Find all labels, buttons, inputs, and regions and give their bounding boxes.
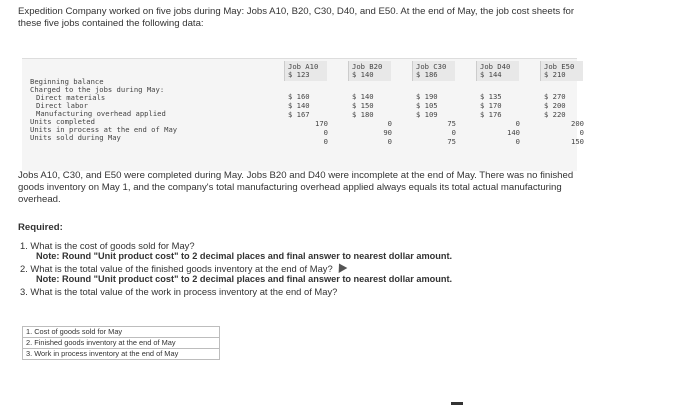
row-label-dl: Direct labor xyxy=(36,101,88,110)
direct-labor: $ 200 xyxy=(544,101,566,110)
units-in-process: 90 xyxy=(383,128,392,137)
units-sold: 75 xyxy=(447,137,456,146)
answer-row-1[interactable]: 1. Cost of goods sold for May xyxy=(23,327,219,338)
page-marker xyxy=(451,402,463,405)
units-in-process: 140 xyxy=(507,128,520,137)
mouse-cursor-icon xyxy=(335,261,348,273)
units-completed: 75 xyxy=(447,119,456,128)
units-in-process: 0 xyxy=(451,128,456,137)
beginning-balance: $ 144 xyxy=(480,70,502,79)
row-label-in-process: Units in process at the end of May xyxy=(30,125,178,134)
row-label-completed: Units completed xyxy=(30,117,95,126)
beginning-balance: $ 123 xyxy=(288,70,310,79)
direct-labor: $ 170 xyxy=(480,101,502,110)
beginning-balance: $ 210 xyxy=(544,70,566,79)
overhead-applied: $ 180 xyxy=(352,110,374,119)
job-name: Job D40 xyxy=(480,62,511,71)
question-1: 1. What is the cost of goods sold for May? xyxy=(20,240,195,251)
paragraph-line-3: overhead. xyxy=(18,194,61,205)
job-name: Job B20 xyxy=(352,62,383,71)
answer-row-3[interactable]: 3. Work in process inventory at the end of May xyxy=(26,349,179,358)
paragraph-line-1: Jobs A10, C30, and E50 were completed during May. Jobs B20 and D40 were incomplete at the end of May. There was no finished xyxy=(18,170,574,181)
problem-intro xyxy=(18,6,678,30)
units-sold: 0 xyxy=(515,137,520,146)
job-name: Job A10 xyxy=(288,62,319,71)
overhead-applied: $ 220 xyxy=(544,110,566,119)
completion-paragraph xyxy=(18,170,678,206)
units-completed: 170 xyxy=(315,119,328,128)
row-label-beginning: Beginning balance xyxy=(30,77,104,86)
question-3: 3. What is the total value of the work in process inventory at the end of May? xyxy=(20,286,338,297)
job-name: Job E50 xyxy=(544,62,575,71)
direct-materials: $ 270 xyxy=(544,92,566,101)
direct-labor: $ 140 xyxy=(288,101,310,110)
units-sold: 0 xyxy=(387,137,392,146)
row-label-moh: Manufacturing overhead applied xyxy=(36,109,166,118)
direct-materials: $ 190 xyxy=(416,92,438,101)
overhead-applied: $ 167 xyxy=(288,110,310,119)
overhead-applied: $ 109 xyxy=(416,110,438,119)
units-completed: 200 xyxy=(571,119,584,128)
direct-labor: $ 105 xyxy=(416,101,438,110)
direct-labor: $ 150 xyxy=(352,101,374,110)
direct-materials: $ 140 xyxy=(352,92,374,101)
row-label-charged: Charged to the jobs during May: xyxy=(30,85,165,94)
required-heading: Required: xyxy=(18,222,63,233)
job-cost-table xyxy=(22,58,584,171)
beginning-balance: $ 140 xyxy=(352,70,374,79)
row-label-sold: Units sold during May xyxy=(30,133,121,142)
units-completed: 0 xyxy=(387,119,392,128)
note-1: Note: Round "Unit product cost" to 2 decimal places and final answer to nearest dollar amount. xyxy=(36,251,453,261)
intro-line-1: Expedition Company worked on five jobs during May: Jobs A10, B20, C30, D40, and E50. At the end of May, the job cost sheets for xyxy=(18,6,575,17)
answer-row-2[interactable]: 2. Finished goods inventory at the end of May xyxy=(23,338,219,349)
answer-table xyxy=(22,326,220,360)
note-2: Note: Round "Unit product cost" to 2 decimal places and final answer to nearest dollar amount. xyxy=(36,274,453,284)
units-in-process: 0 xyxy=(579,128,584,137)
row-label-dm: Direct materials xyxy=(36,93,106,102)
overhead-applied: $ 176 xyxy=(480,110,502,119)
job-name: Job C30 xyxy=(416,62,447,71)
units-completed: 0 xyxy=(515,119,520,128)
paragraph-line-2: goods inventory on May 1, and the company's total manufacturing overhead applied always equals its total actual manufacturing xyxy=(18,182,562,193)
units-in-process: 0 xyxy=(323,128,328,137)
beginning-balance: $ 186 xyxy=(416,70,438,79)
direct-materials: $ 160 xyxy=(288,92,310,101)
direct-materials: $ 135 xyxy=(480,92,502,101)
units-sold: 0 xyxy=(323,137,328,146)
units-sold: 150 xyxy=(571,137,584,146)
question-2: 2. What is the total value of the finished goods inventory at the end of May? xyxy=(20,263,333,274)
intro-line-2: these five jobs contained the following data: xyxy=(18,18,204,29)
